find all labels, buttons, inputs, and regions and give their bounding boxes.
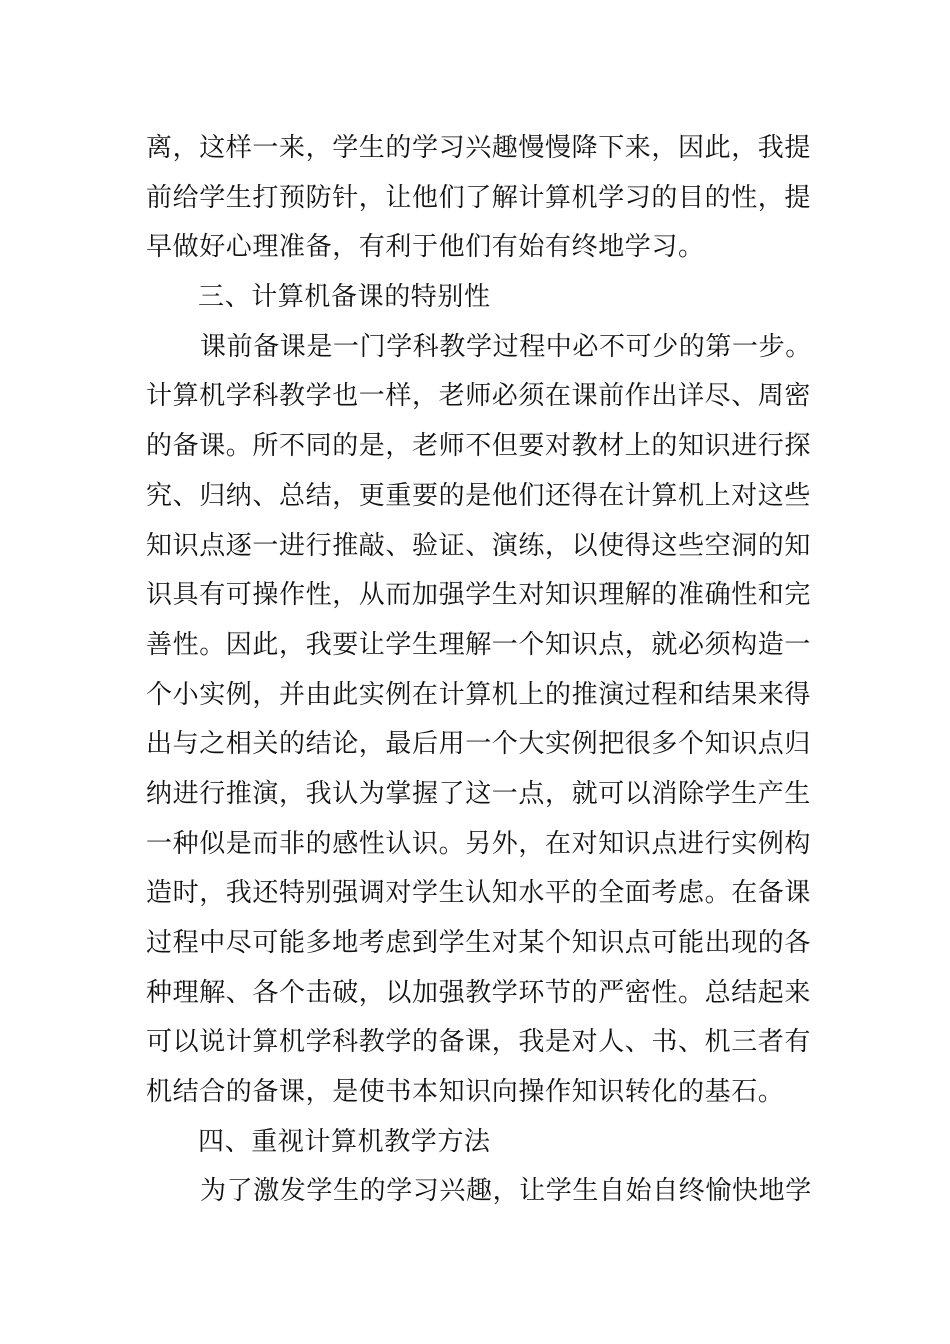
paragraph-line: 究、归纳、总结，更重要的是他们还得在计算机上对这些 bbox=[146, 480, 812, 511]
paragraph-line: 前给学生打预防针，让他们了解计算机学习的目的性，提 bbox=[146, 182, 812, 213]
paragraph-line: 一种似是而非的感性认识。另外，在对知识点进行实例构 bbox=[146, 828, 812, 859]
paragraph-line: 造时，我还特别强调对学生认知水平的全面考虑。在备课 bbox=[146, 878, 812, 909]
section-heading: 四、重视计算机教学方法 bbox=[198, 1126, 491, 1157]
paragraph-line: 善性。因此，我要让学生理解一个知识点，就必须构造一 bbox=[146, 629, 812, 660]
paragraph-line: 机结合的备课，是使书本知识向操作知识转化的基石。 bbox=[146, 1077, 785, 1108]
paragraph-line: 早做好心理准备，有利于他们有始有终地学习。 bbox=[146, 232, 705, 263]
paragraph-line: 计算机学科教学也一样，老师必须在课前作出详尽、周密 bbox=[146, 381, 812, 412]
paragraph-line: 种理解、各个击破，以加强教学环节的严密性。总结起来 bbox=[146, 977, 812, 1008]
paragraph-line: 识具有可操作性，从而加强学生对知识理解的准确性和完 bbox=[146, 580, 812, 611]
paragraph-line: 过程中尽可能多地考虑到学生对某个知识点可能出现的各 bbox=[146, 928, 812, 958]
paragraph-line: 个小实例，并由此实例在计算机上的推演过程和结果来得 bbox=[146, 679, 812, 710]
paragraph-line: 可以说计算机学科教学的备课，我是对人、书、机三者有 bbox=[146, 1027, 812, 1058]
paragraph-line: 知识点逐一进行推敲、验证、演练，以使得这些空洞的知 bbox=[146, 530, 812, 561]
paragraph-line: 为了激发学生的学习兴趣，让学生自始自终愉快地学 bbox=[200, 1176, 812, 1207]
paragraph-line: 离，这样一来，学生的学习兴趣慢慢降下来，因此，我提 bbox=[146, 133, 812, 163]
paragraph-line: 课前备课是一门学科教学过程中必不可少的第一步。 bbox=[200, 331, 812, 362]
paragraph-line: 出与之相关的结论，最后用一个大实例把很多个知识点归 bbox=[146, 729, 812, 760]
document-body bbox=[146, 124, 810, 1217]
section-heading: 三、计算机备课的特别性 bbox=[198, 282, 491, 313]
paragraph-line: 纳进行推演，我认为掌握了这一点，就可以消除学生产生 bbox=[146, 778, 812, 809]
paragraph-line: 的备课。所不同的是，老师不但要对教材上的知识进行探 bbox=[146, 431, 812, 462]
